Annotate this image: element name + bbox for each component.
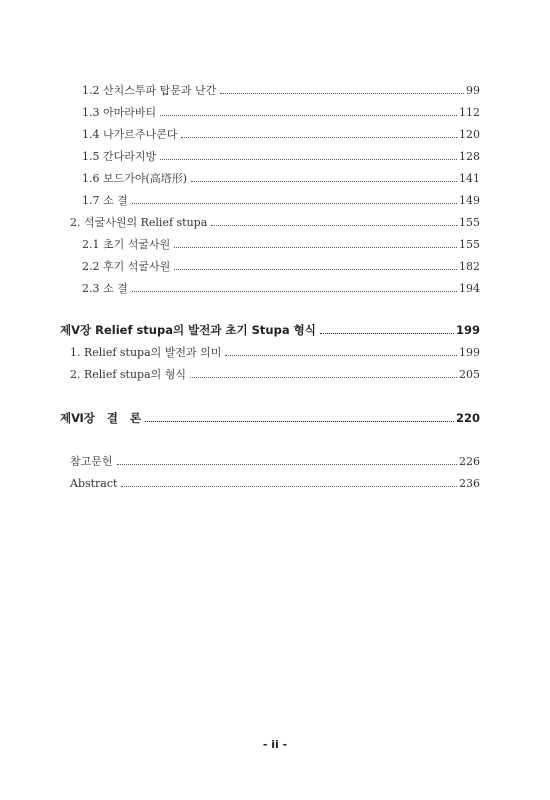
toc-entry-page: 141 xyxy=(459,172,480,185)
dot-leader xyxy=(225,355,457,356)
toc-entry-label: Abstract xyxy=(70,477,118,490)
dot-leader xyxy=(121,486,457,487)
toc-entry-page: 155 xyxy=(459,216,480,229)
toc-entry xyxy=(82,84,480,98)
toc-entry xyxy=(82,128,480,142)
dot-leader xyxy=(145,421,454,422)
dot-leader xyxy=(191,181,457,182)
toc-chapter-page: 220 xyxy=(455,411,480,425)
toc-entry xyxy=(82,282,480,296)
toc-chapter-heading xyxy=(60,411,480,425)
toc-entry-label: 1.7 소 결 xyxy=(82,194,128,207)
toc-entry-label: 1.3 아마라바티 xyxy=(82,106,157,119)
toc-entry-page: 194 xyxy=(459,282,480,295)
toc-entry xyxy=(82,238,480,252)
toc-entry xyxy=(70,455,480,469)
toc-entry xyxy=(70,368,480,382)
toc-entry xyxy=(82,106,480,120)
dot-leader xyxy=(174,247,457,248)
dot-leader xyxy=(320,333,454,334)
toc-entry xyxy=(82,150,480,164)
page-number: - ii - xyxy=(262,738,288,751)
dot-leader xyxy=(117,464,457,465)
toc-entry-page: 128 xyxy=(459,150,480,163)
dot-leader xyxy=(220,93,464,94)
toc-chapter-label: 제Ⅵ장 결 론 xyxy=(60,411,142,425)
dot-leader xyxy=(132,291,457,292)
toc-entry-label: 2. Relief stupa의 형식 xyxy=(70,368,187,381)
toc-entry xyxy=(82,194,480,208)
toc-entry-label: 2.3 소 결 xyxy=(82,282,128,295)
dot-leader xyxy=(174,269,457,270)
toc-entry-page: 199 xyxy=(459,346,480,359)
toc-entry xyxy=(70,346,480,360)
dot-leader xyxy=(160,159,457,160)
toc-entry-page: 155 xyxy=(459,238,480,251)
toc-entry-page: 182 xyxy=(459,260,480,273)
dot-leader xyxy=(190,377,457,378)
toc-entry-page: 112 xyxy=(459,106,480,119)
toc-chapter-page: 199 xyxy=(455,323,480,337)
toc-entry-label: 1.5 간다라지방 xyxy=(82,150,157,163)
toc-entry-label: 참고문헌 xyxy=(70,455,113,468)
toc-entry-label: 1.2 산치스투파 탑문과 난간 xyxy=(82,84,217,97)
toc-entry xyxy=(82,260,480,274)
toc-chapter-label: 제Ⅴ장 Relief stupa의 발전과 초기 Stupa 형식 xyxy=(60,323,316,337)
dot-leader xyxy=(211,225,457,226)
toc-entry xyxy=(70,477,480,491)
toc-entry-page: 120 xyxy=(459,128,480,141)
toc-entry-page: 236 xyxy=(459,477,480,490)
dot-leader xyxy=(181,137,457,138)
toc-entry-page: 205 xyxy=(459,368,480,381)
toc-entry xyxy=(82,172,480,186)
toc-entry xyxy=(70,216,480,230)
toc-entry-label: 1.4 나가르주나콘다 xyxy=(82,128,178,141)
toc-entry-label: 1. Relief stupa의 발전과 의미 xyxy=(70,346,222,359)
toc-entry-page: 99 xyxy=(466,84,480,97)
toc-chapter-heading xyxy=(60,323,480,337)
dot-leader xyxy=(132,203,457,204)
toc-entry-page: 226 xyxy=(459,455,480,468)
dot-leader xyxy=(160,115,457,116)
toc-entry-label: 2.1 초기 석굴사원 xyxy=(82,238,171,251)
toc-entry-label: 1.6 보드가야(高塔形) xyxy=(82,172,188,185)
toc-entry-page: 149 xyxy=(459,194,480,207)
toc-entry-label: 2.2 후기 석굴사원 xyxy=(82,260,171,273)
toc-entry-label: 2. 석굴사원의 Relief stupa xyxy=(70,216,208,229)
